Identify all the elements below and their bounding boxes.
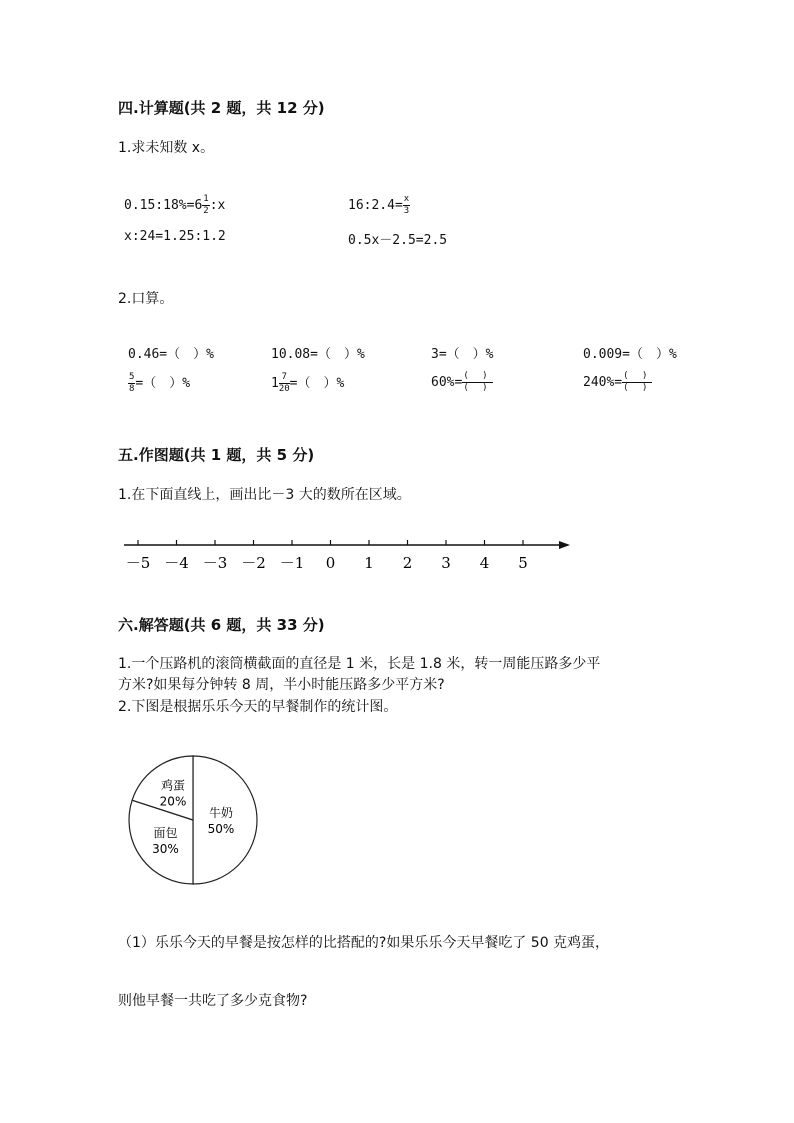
oral-r2c1: [128, 372, 190, 394]
oral-r2c4: [583, 372, 652, 393]
fraction-numerator: x: [403, 194, 410, 204]
sub1-line2: 则他早餐一共吃了多少克食物?: [118, 993, 308, 1009]
blank-numerator: ( ): [623, 371, 652, 381]
blank-denominator: ( ): [463, 383, 492, 393]
oral-r2c3-prefix: 60%=: [431, 375, 463, 390]
section5-title: 五.作图题(共 1 题，共 5 分): [118, 446, 315, 464]
fraction-numerator: 1: [203, 194, 209, 204]
number-line-tick-label: 4: [479, 554, 490, 572]
oral-r2c2-suffix: =（ ）%: [289, 376, 345, 391]
number-line-tick-label: 3: [441, 554, 451, 572]
q1-title: 1.求未知数 x。: [118, 140, 215, 156]
number-line-tick-label: 2: [402, 554, 413, 572]
fraction-denominator: 3: [403, 206, 410, 216]
oral-r2c2-fraction: [279, 373, 290, 394]
equation-1: [124, 195, 225, 216]
pie-category-label: 鸡蛋: [161, 778, 186, 793]
q2-title: 2.口算。: [118, 291, 174, 307]
mixed-number-whole: 1: [271, 376, 279, 391]
equation-1-fraction: [202, 195, 209, 216]
section4-title: 四.计算题(共 2 题，共 12 分): [118, 99, 325, 117]
pie-slice: [193, 756, 257, 884]
oral-r2c1-suffix: =（ ）%: [135, 376, 191, 391]
equation-2-prefix: 16:2.4=: [348, 198, 403, 213]
pie-value-label: 30%: [152, 841, 179, 856]
equation-4: 0.5x－2.5=2.5: [348, 233, 448, 248]
solve-q1-line1: 1.一个压路机的滚筒横截面的直径是 1 米，长是 1.8 米，转一周能压路多少平: [118, 656, 601, 672]
blank-denominator: ( ): [623, 383, 652, 393]
drawing-q1-title: 1.在下面直线上，画出比－3 大的数所在区域。: [118, 487, 411, 503]
oral-r2c4-blank-fraction: [622, 372, 652, 393]
number-line-arrow-icon: [559, 541, 570, 549]
blank-numerator: ( ): [463, 371, 492, 381]
solve-q2: 2.下图是根据乐乐今天的早餐制作的统计图。: [118, 699, 398, 715]
oral-r1c4: 0.009=（ ）%: [583, 347, 677, 362]
equation-3: x:24=1.25:1.2: [124, 229, 226, 244]
pie-value-label: 20%: [159, 794, 187, 809]
solve-q1-line2: 方米?如果每分钟转 8 周，半小时能压路多少平方米?: [118, 677, 445, 693]
pie-category-label: 面包: [153, 825, 178, 840]
oral-r2c4-prefix: 240%=: [583, 375, 623, 390]
pie-value-label: 50%: [207, 822, 235, 836]
number-line: [118, 530, 578, 580]
section6-title: 六.解答题(共 6 题，共 33 分): [118, 616, 325, 634]
number-line-tick-label: 5: [518, 554, 528, 572]
oral-r2c3-blank-fraction: [462, 372, 492, 393]
oral-r2c3: [431, 372, 493, 393]
oral-r2c2: [271, 372, 344, 394]
number-line-tick-label: －3: [202, 554, 228, 572]
pie-category-label: 牛奶: [208, 806, 234, 820]
equation-2-fraction: [403, 195, 410, 216]
fraction-denominator: 2: [203, 206, 209, 216]
equation-1-prefix: 0.15:18%=6: [124, 198, 203, 213]
number-line-tick-label: －5: [125, 554, 151, 572]
number-line-tick-label: －2: [241, 554, 266, 572]
breakfast-pie-chart: [125, 751, 265, 891]
fraction-denominator: 8: [129, 384, 135, 394]
pie-slices: [129, 756, 257, 884]
number-line-tick-label: 0: [325, 554, 336, 572]
number-line-tick-label: 1: [364, 554, 374, 572]
oral-r1c3: 3=（ ）%: [431, 347, 494, 362]
fraction-numerator: 5: [129, 372, 135, 382]
oral-r1c1: 0.46=（ ）%: [128, 347, 214, 362]
sub1-line1: （1）乐乐今天的早餐是按怎样的比搭配的?如果乐乐今天早餐吃了 50 克鸡蛋，: [118, 935, 610, 951]
fraction-numerator: 7: [279, 373, 290, 384]
number-line-tick-label: －4: [164, 554, 189, 572]
fraction-denominator: 20: [278, 384, 290, 394]
oral-r1c2: 10.08=（ ）%: [271, 347, 365, 362]
equation-2: [348, 195, 410, 216]
number-line-tick-label: －1: [279, 554, 305, 572]
equation-1-suffix: :x: [209, 198, 226, 213]
